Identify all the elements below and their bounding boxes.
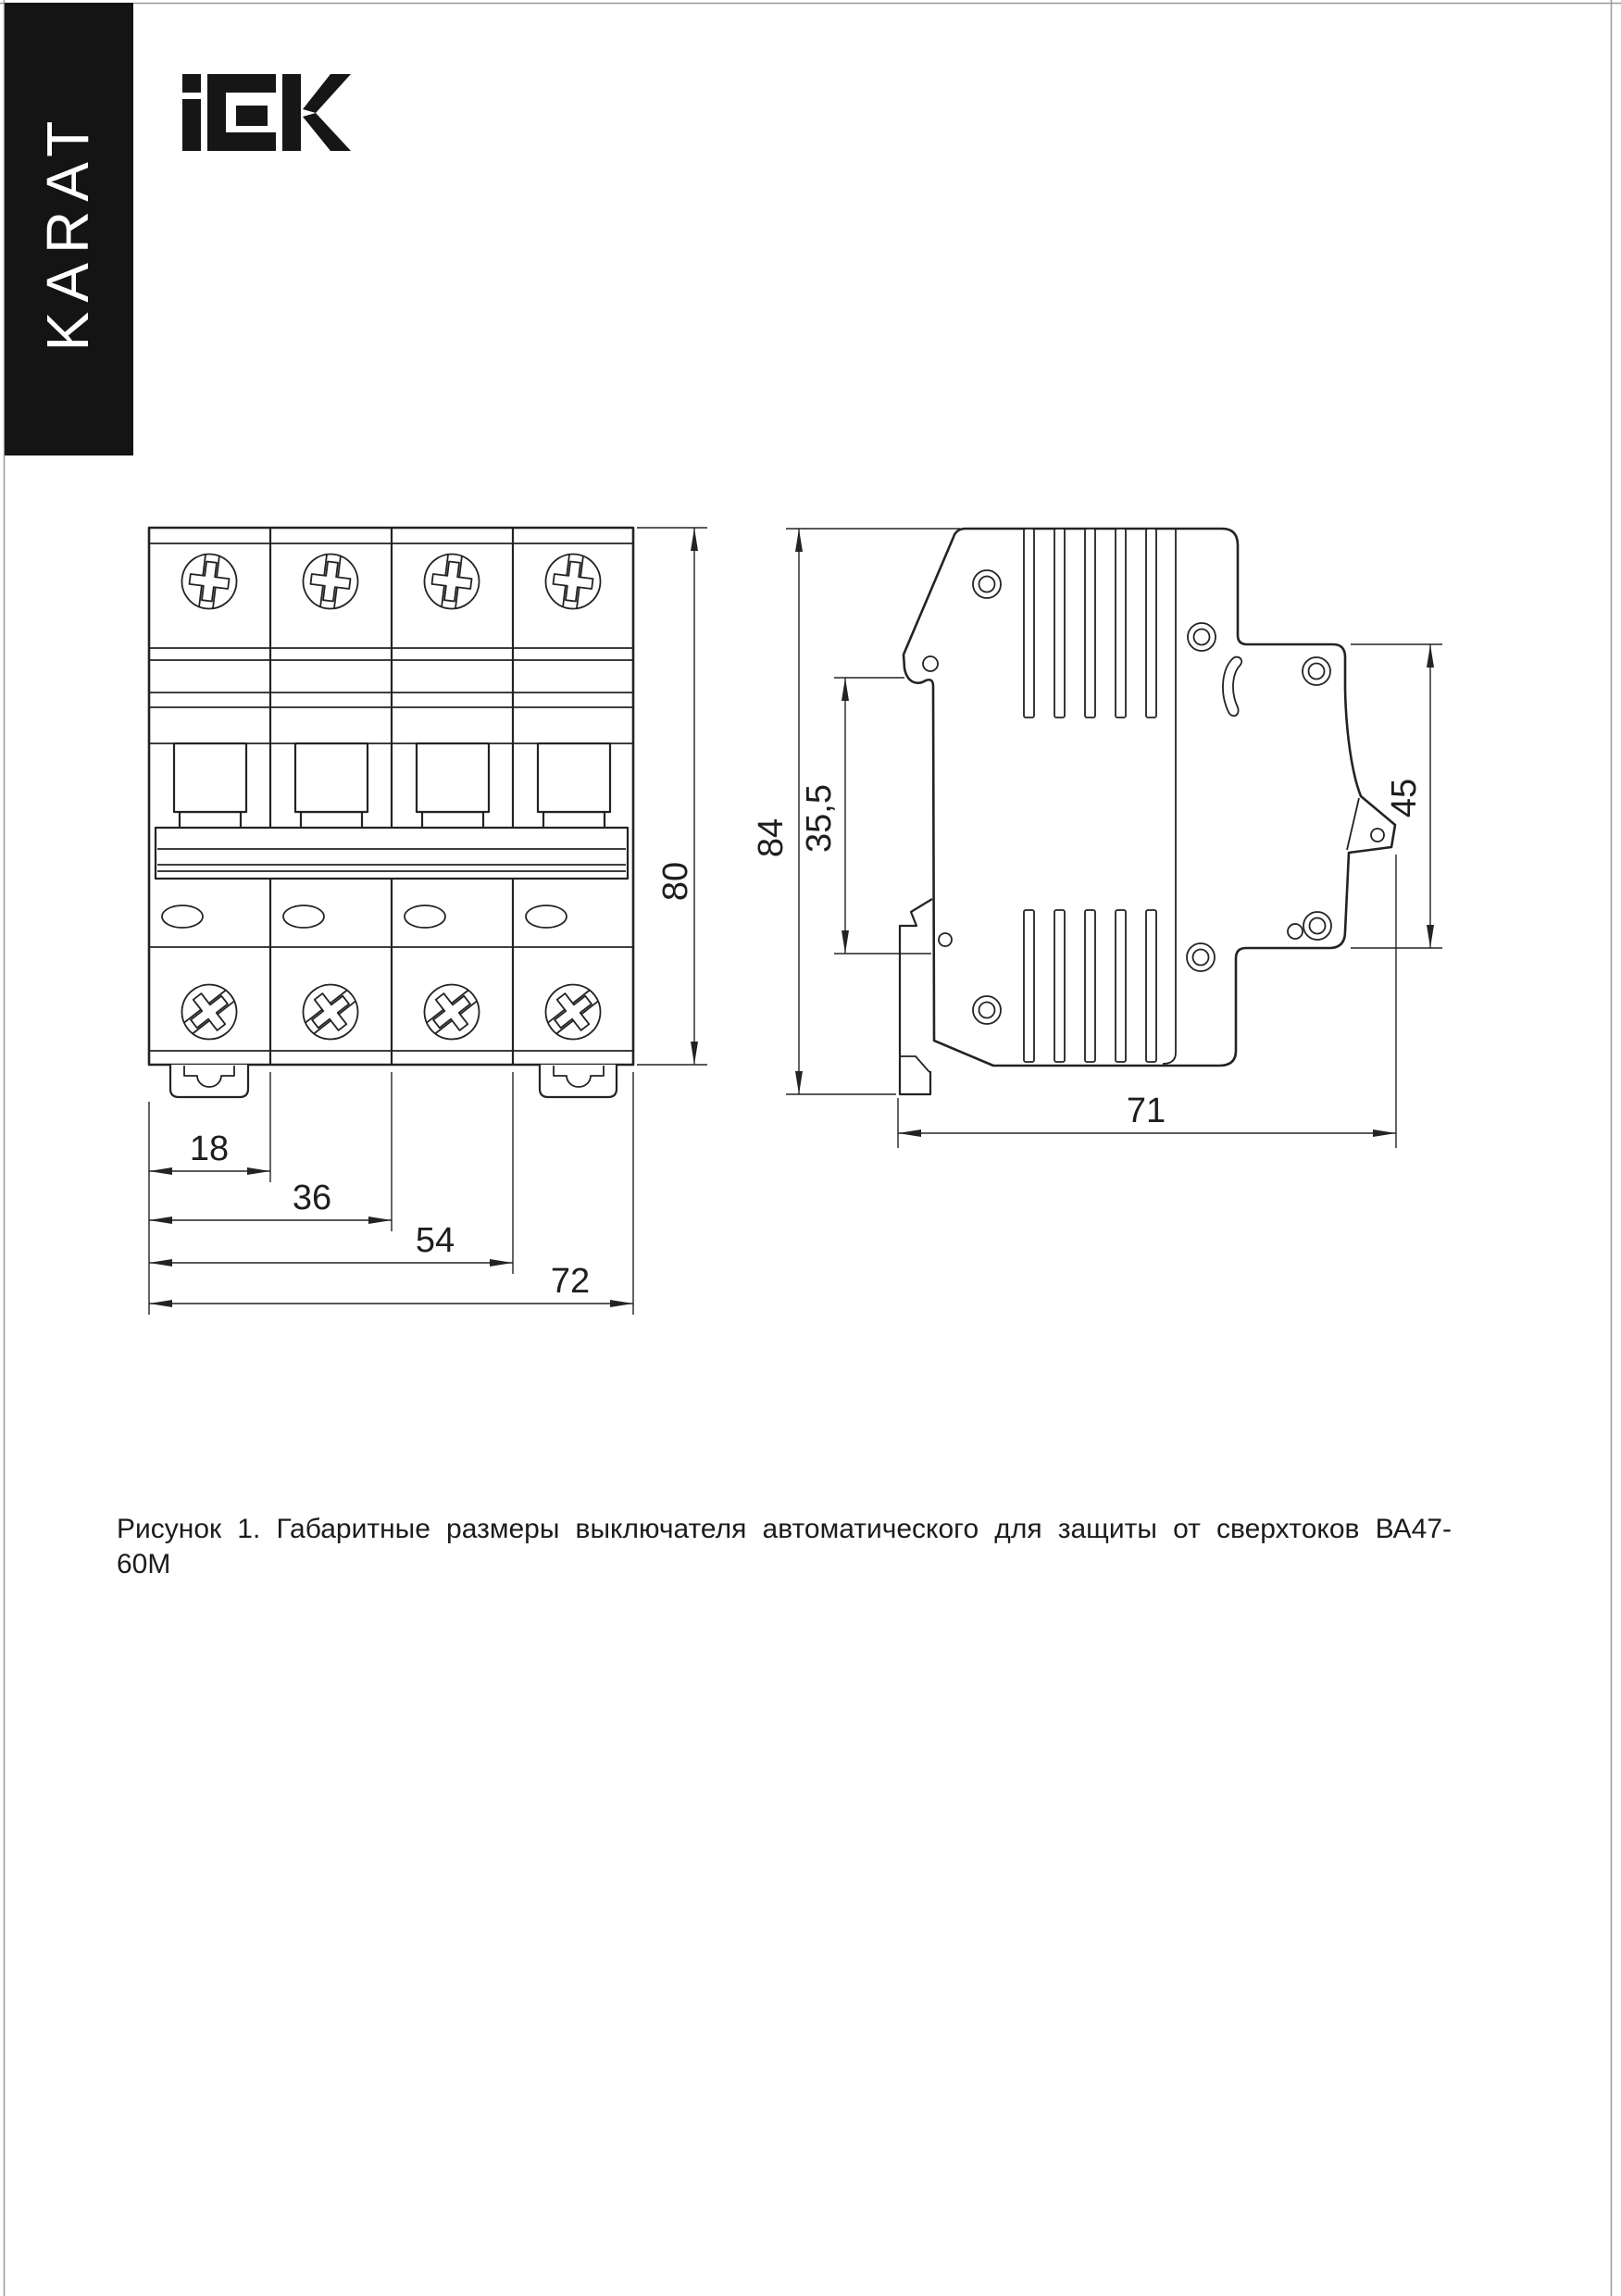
dim-label-35-5: 35,5 bbox=[800, 784, 839, 853]
dim-label-72: 72 bbox=[550, 1262, 591, 1301]
dim-label-18: 18 bbox=[189, 1129, 230, 1168]
figure-caption: Рисунок 1. Габаритные размеры выключателя автоматического для защиты от сверхтоков ВА47-60М bbox=[117, 1514, 1452, 1579]
din-rail-clips bbox=[170, 1065, 617, 1097]
front-view-drawing bbox=[149, 528, 707, 1315]
dim-label-54: 54 bbox=[415, 1221, 455, 1260]
dim-label-36: 36 bbox=[292, 1179, 332, 1217]
dim-label-84: 84 bbox=[752, 817, 791, 858]
dim-label-45: 45 bbox=[1385, 778, 1424, 818]
iek-logo-icon bbox=[182, 74, 351, 151]
karat-banner bbox=[5, 3, 133, 455]
karat-banner-text: KARAT bbox=[34, 111, 101, 352]
dim-label-71: 71 bbox=[1126, 1092, 1166, 1130]
side-view-drawing bbox=[752, 529, 1442, 1148]
toggle-tie-bar bbox=[156, 828, 628, 879]
din-latch bbox=[900, 899, 932, 1094]
dim-label-80: 80 bbox=[656, 861, 695, 902]
